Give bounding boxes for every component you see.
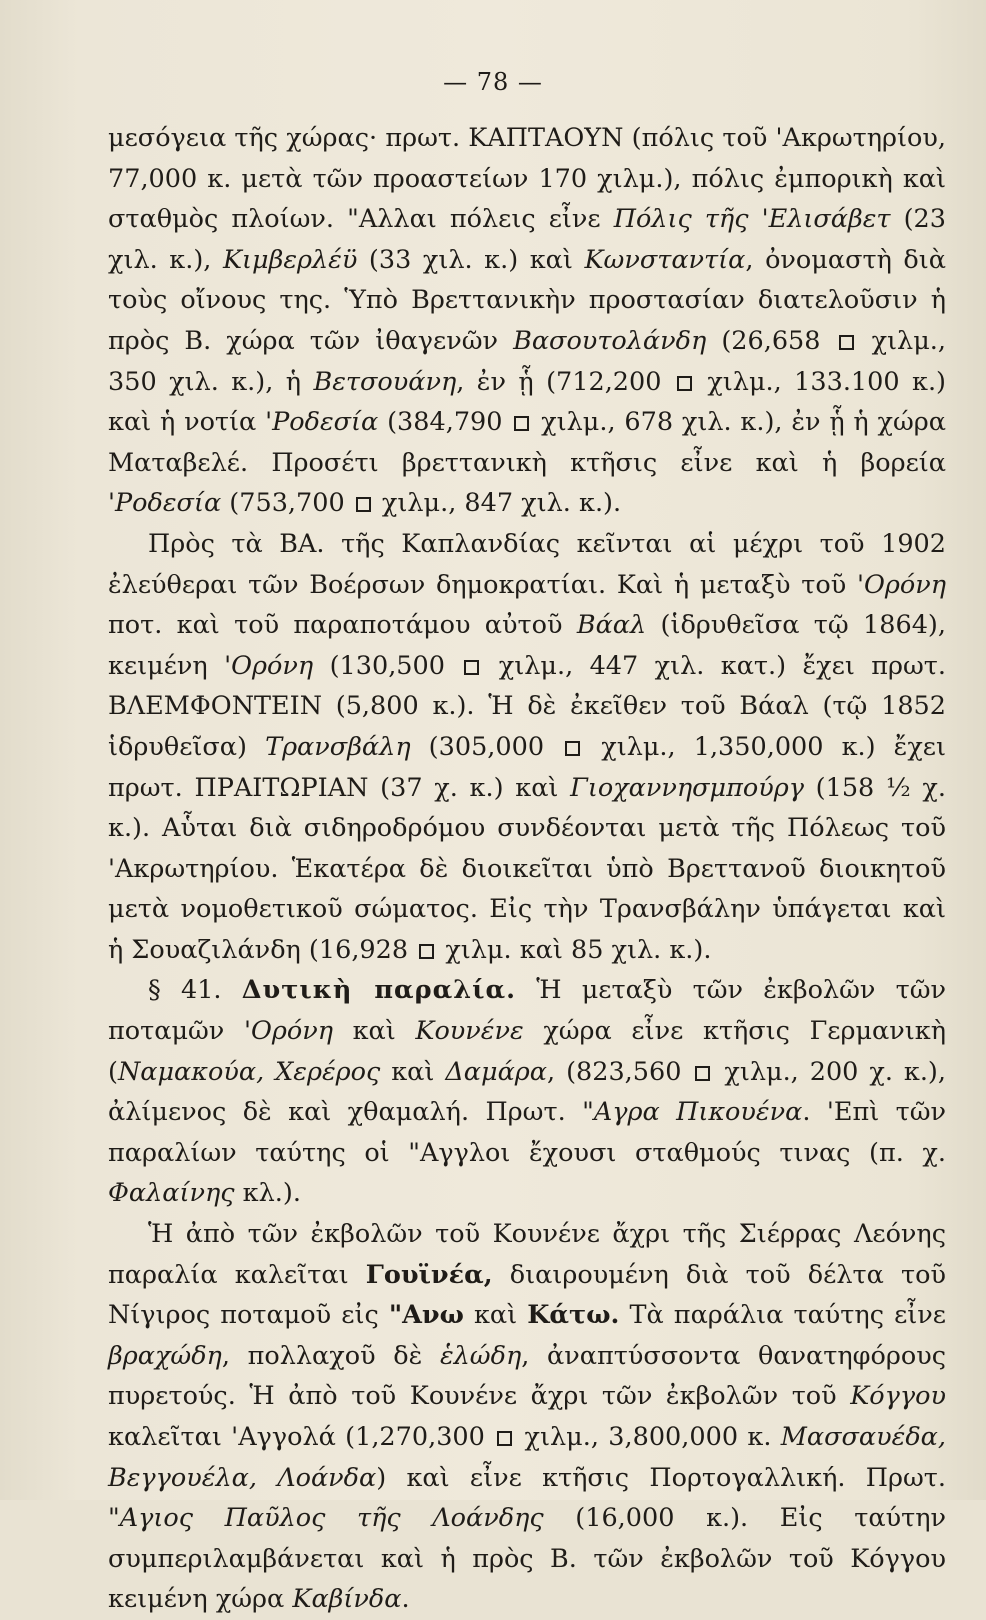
text-run: χιλμ., 3,800,000 κ. <box>515 1422 781 1452</box>
text-run: καὶ <box>332 1016 416 1047</box>
text-run: (26,658 <box>706 325 836 356</box>
text-run: , ὀνομαστὴ διὰ τοὺς οἴνους της. Ὑπὸ Βρεττανικὴν προστασίαν διατελοῦσιν ἡ πρὸς Β. χώρα τῶν ἰθαγενῶν <box>108 244 946 356</box>
place-name: 'Ροδεσία <box>108 488 222 519</box>
text-run: Ἡ ἀπὸ τῶν ἐκβολῶν τοῦ Κουνένε ἄχρι τῆς Σιέρρας Λεόνης παραλία καλεῖται <box>108 1219 946 1290</box>
text-run: Τὰ παράλια ταύτης εἶνε <box>619 1300 946 1331</box>
place-name: Κουνένε <box>415 1016 524 1047</box>
text-run: (ἱδρυθεῖσα τῷ 1864), κειμένη <box>108 610 946 681</box>
text-run: (16,000 κ.). Εἰς ταύτην συμπεριλαμβάνεται καὶ ἡ πρὸς Β. τῶν ἐκβολῶν τοῦ Κόγγου κειμένη χώρα <box>108 1503 946 1615</box>
square-unit-symbol <box>356 497 371 512</box>
text-run: καὶ <box>380 1056 446 1087</box>
place-name: Πόλις τῆς 'Ελισάβετ <box>613 204 891 235</box>
place-name: 'Ορόνη <box>856 569 946 600</box>
text-run: , πολλαχοῦ δὲ <box>221 1340 440 1371</box>
text-run: (384,790 <box>378 407 512 438</box>
text-run: χιλμ., 678 χιλ. κ.), ἐν ᾗ ἡ χώρα Ματαβελέ. Προσέτι βρεττανικὴ κτῆσις εἶνε καὶ ἡ βορεία <box>108 407 946 478</box>
text-run: χιλμ., 133.100 κ.) καὶ ἡ νοτία <box>108 366 947 438</box>
place-name: Βασουτολάνδη <box>513 325 707 356</box>
square-unit-symbol <box>419 944 434 959</box>
text-run: (158 ½ χ. κ.). Αὗται διὰ σιδηροδρόμου συνδέονται μετὰ τῆς Πόλεως τοῦ 'Ακρωτηρίου. Ἑκατέρα δὲ διοικεῖται ὑπὸ Βρεττανοῦ διοικητοῦ μετὰ νομοθετικοῦ σώματος. Εἰς τὴν Τρανσβάλην ὑπάγεται καὶ ἡ Σουαζιλάνδη (16,928 <box>108 772 946 965</box>
text-run: Πρὸς τὰ ΒΑ. τῆς Καπλανδίας κεῖνται αἱ μέχρι τοῦ 1902 ἐλεύθεραι τῶν Βοέρσων δημοκρατίαι. Καὶ ἡ μεταξὺ τοῦ <box>108 528 946 600</box>
place-name: Δαμάρα <box>445 1056 547 1087</box>
place-name: Κωνσταντία <box>584 244 746 275</box>
text-run: χιλμ. καὶ 85 χιλ. κ.). <box>437 934 712 965</box>
square-unit-symbol <box>514 416 529 431</box>
text-run: , ἀναπτύσσοντα θανατηφόρους πυρετούς. Ἡ ἀπὸ τοῦ Κουνένε ἄχρι τῶν ἐκβολῶν τοῦ <box>108 1340 946 1412</box>
place-name: Κόγγου <box>850 1381 946 1412</box>
paragraph-cape-colony <box>108 118 946 524</box>
text-run: καλεῖται 'Αγγολά (1,270,300 <box>108 1422 495 1452</box>
text-run: , ἐν ᾗ (712,200 <box>456 366 674 397</box>
text-run: χιλμ., 350 χιλ. κ.), ἡ <box>108 325 946 397</box>
region-name: "Ανω <box>388 1300 464 1331</box>
place-name: Μασσαυέδα, Βεγγουέλα, Λοάνδα <box>108 1422 946 1493</box>
paragraph-boer-republics <box>108 524 946 971</box>
region-name: Γουϊνέα, <box>365 1259 493 1290</box>
text-run: Ἡ μεταξὺ τῶν ἐκβολῶν τῶν ποταμῶν <box>108 975 947 1047</box>
square-unit-symbol <box>677 376 692 391</box>
text-run: κλ.). <box>234 1178 301 1209</box>
place-name: Βετσουάνη <box>313 366 457 397</box>
place-name: Φαλαίνης <box>108 1178 235 1209</box>
emphasis: βραχώδη <box>108 1340 222 1371</box>
square-unit-symbol <box>839 335 854 350</box>
page-number: — 78 — <box>443 68 543 96</box>
place-name: Καβίνδα <box>292 1584 402 1615</box>
square-unit-symbol <box>497 1431 512 1446</box>
place-name: Βάαλ <box>576 610 647 641</box>
section-number: § 41. <box>148 975 242 1006</box>
place-name: 'Ορόνη <box>224 650 314 681</box>
text-run: . 'Επὶ τῶν παραλίων ταύτης οἱ "Αγγλοι ἔχουσι σταθμούς τινας (π. χ. <box>108 1097 946 1168</box>
paragraph-guinea <box>108 1214 946 1620</box>
text-run: μεσόγεια τῆς χώρας· πρωτ. ΚΑΠΤΑΟΥΝ (πόλις τοῦ 'Ακρωτηρίου, 77,000 κ. μετὰ τῶν προαστείων 170 χιλμ.), πόλις ἐμπορικὴ καὶ σταθμὸς πλοίων. "Αλλαι πόλεις εἶνε <box>108 123 946 235</box>
text-run: . <box>401 1584 410 1615</box>
text-run: , (823,560 <box>547 1056 693 1087</box>
text-run: χιλμ., 200 χ. κ.), ἀλίμενος δὲ καὶ χθαμαλή. Πρωτ. <box>108 1056 946 1128</box>
text-run: (23 χιλ. κ.), <box>108 204 946 275</box>
place-name: Ναμακούα, Χερέρος <box>117 1056 381 1087</box>
body-text <box>108 118 946 1620</box>
place-name: Γιοχαννησμπούργ <box>570 772 804 803</box>
place-name: Κιμβερλέϋ <box>222 244 358 275</box>
text-run: ποτ. καὶ τοῦ παραποτάμου αὐτοῦ <box>108 610 577 641</box>
text-run: χιλμ., 1,350,000 κ.) ἔχει πρωτ. ΠΡΑΙΤΩΡΙΑΝ (37 χ. κ.) καὶ <box>108 731 946 803</box>
text-run: χώρα εἶνε κτῆσις Γερμανικὴ ( <box>108 1016 946 1087</box>
square-unit-symbol <box>464 660 479 675</box>
text-run: χιλμ., 447 χιλ. κατ.) ἔχει πρωτ. ΒΛΕΜΦΟΝΤΕΙΝ (5,800 κ.). Ἡ δὲ ἐκεῖθεν τοῦ Βάαλ (τῷ 1852 ἱδρυθεῖσα) <box>108 650 946 762</box>
text-run: διαιρουμένη διὰ τοῦ δέλτα τοῦ Νίγιρος ποταμοῦ εἰς <box>108 1259 946 1331</box>
place-name: 'Ροδεσία <box>265 407 379 438</box>
place-name: 'Ορόνη <box>243 1016 333 1047</box>
text-run: (130,500 <box>313 650 462 681</box>
text-run: χιλμ., 847 χιλ. κ.). <box>373 488 622 519</box>
paragraph-west-coast <box>108 970 946 1214</box>
text-run: (33 χιλ. κ.) καὶ <box>357 244 585 275</box>
place-name: "Αγρα Πικουένα <box>582 1097 803 1128</box>
text-run: (305,000 <box>410 731 563 762</box>
text-run: ) καὶ εἶνε κτῆσις Πορτογαλλική. Πρωτ. <box>376 1462 946 1493</box>
place-name: Τρανσβάλη <box>265 731 411 762</box>
square-unit-symbol <box>695 1066 710 1081</box>
text-run: καὶ <box>463 1300 528 1331</box>
place-name: "Αγιος Παῦλος τῆς Λοάνδης <box>108 1503 544 1534</box>
text-run: (753,700 <box>221 488 353 519</box>
section-heading: Δυτικὴ παραλία. <box>241 975 516 1006</box>
region-name: Κάτω. <box>527 1300 620 1331</box>
emphasis: ἑλώδη <box>439 1340 522 1371</box>
square-unit-symbol <box>565 741 580 756</box>
